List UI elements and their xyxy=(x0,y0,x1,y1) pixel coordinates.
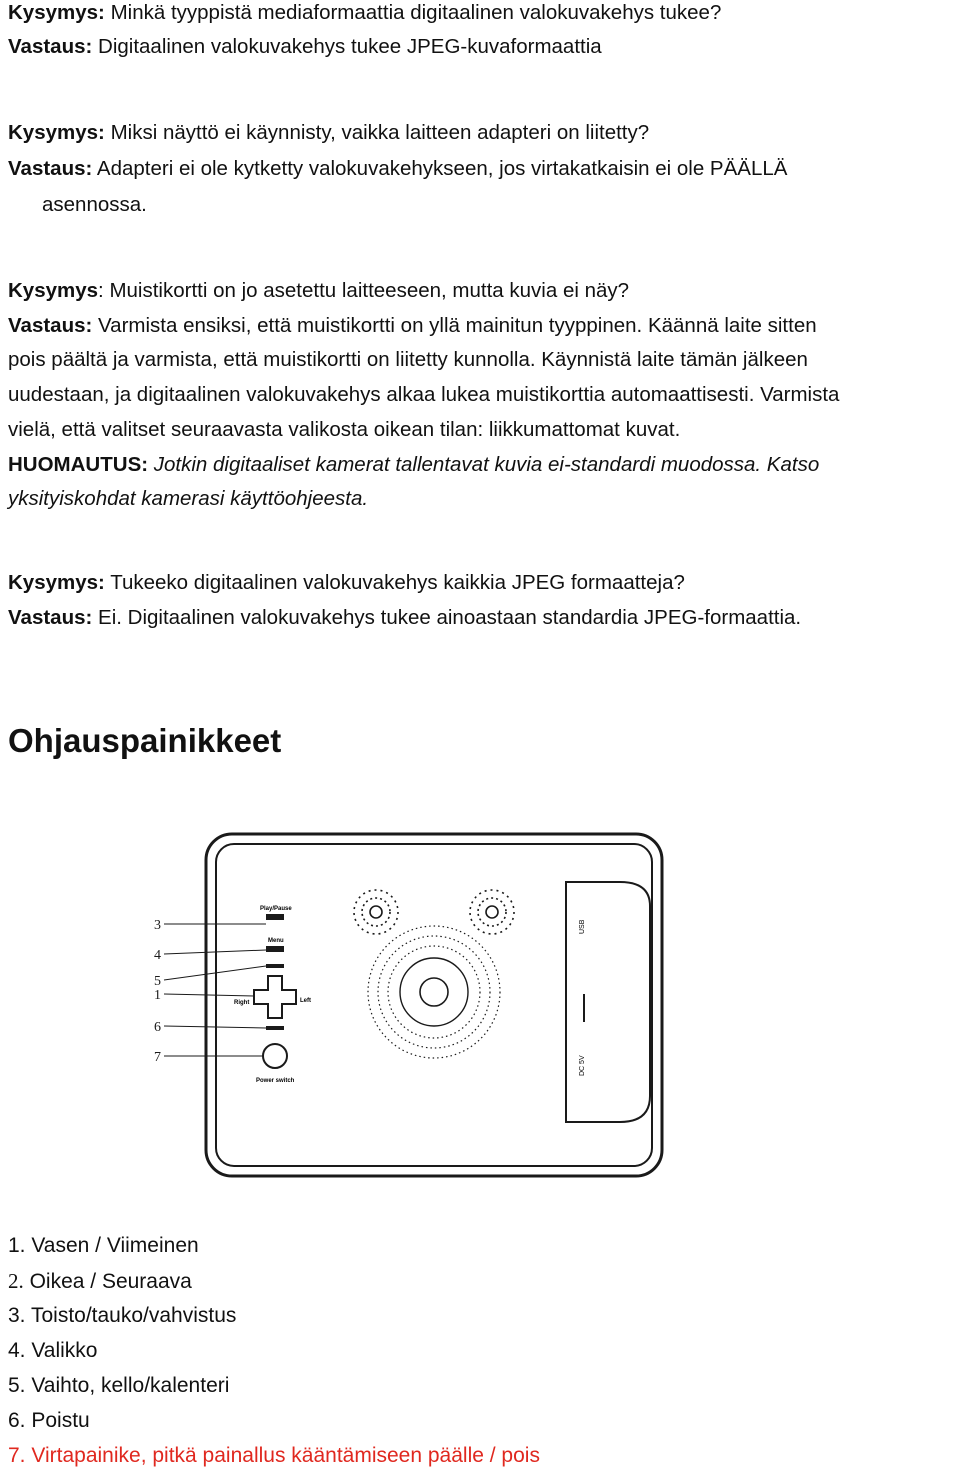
faq-3-note xyxy=(8,448,960,482)
callout-5: 5 xyxy=(154,974,161,989)
control-number: 1. xyxy=(8,1234,26,1257)
section-title: Ohjauspainikkeet xyxy=(8,722,282,759)
question-label: Kysymys xyxy=(8,279,99,302)
faq-3-answer-line: uudestaan, ja digitaalinen valokuvakehys alkaa lukea muistikorttia automaattisesti. Varmista xyxy=(8,383,840,406)
question-text: Minkä tyyppistä mediaformaattia digitaalinen valokuvakehys tukee? xyxy=(104,1,722,24)
control-text: Vaihto, kello/kalenteri xyxy=(25,1374,230,1397)
control-text: Oikea / Seuraava xyxy=(23,1270,192,1293)
callout-6: 6 xyxy=(154,1020,161,1035)
faq-4-answer xyxy=(8,601,960,635)
control-text: Poistu xyxy=(25,1409,90,1432)
faq-1-question xyxy=(8,0,960,30)
control-item-6 xyxy=(8,1405,90,1437)
control-number: 7. xyxy=(8,1444,26,1467)
question-text: : Muistikortti on jo asetettu laitteeseen, mutta kuvia ei näy? xyxy=(98,279,630,302)
usb-label: USB xyxy=(579,919,586,934)
control-text: Virtapainike, pitkä painallus kääntämiseen päälle / pois xyxy=(25,1444,540,1467)
answer-label: Vastaus: xyxy=(8,157,93,180)
callout-1: 1 xyxy=(154,988,161,1003)
speaker-left-icon xyxy=(354,890,398,934)
control-number: 6. xyxy=(8,1409,26,1432)
question-label: Kysymys: xyxy=(8,1,105,24)
question-text: Tukeeko digitaalinen valokuvakehys kaikkia JPEG formaatteja? xyxy=(104,571,685,594)
answer-label: Vastaus: xyxy=(8,314,93,337)
faq-3-answer-line: vielä, että valitset seuraavasta valikosta oikean tilan: liikkumattomat kuvat. xyxy=(8,418,681,441)
play-pause-button[interactable] xyxy=(266,914,284,920)
d-pad[interactable] xyxy=(254,976,296,1018)
answer-label: Vastaus: xyxy=(8,35,93,58)
control-item-1 xyxy=(8,1230,199,1262)
faq-2-answer-cont: asennossa. xyxy=(42,193,147,216)
answer-text: Adapteri ei ole kytketty valokuvakehykseen, jos virtakatkaisin ei ole PÄÄLLÄ xyxy=(92,157,788,180)
question-label: Kysymys: xyxy=(8,571,105,594)
callout-7: 7 xyxy=(154,1050,161,1065)
menu-button[interactable] xyxy=(266,946,284,952)
control-number: 3. xyxy=(8,1304,26,1327)
control-item-5 xyxy=(8,1370,229,1402)
control-text: Vasen / Viimeinen xyxy=(25,1234,199,1257)
dc-label: DC 5V xyxy=(579,1055,586,1076)
control-number: 2. xyxy=(8,1269,24,1293)
control-text: Valikko xyxy=(25,1339,98,1362)
answer-text: Ei. Digitaalinen valokuvakehys tukee ainoastaan standardia JPEG-formaattia. xyxy=(92,606,802,629)
play-pause-label: Play/Pause xyxy=(260,906,292,912)
control-text: Toisto/tauko/vahvistus xyxy=(25,1304,237,1327)
callout-3: 3 xyxy=(154,918,161,933)
control-item-4 xyxy=(8,1335,98,1367)
right-label: Right xyxy=(234,1000,250,1006)
left-label: Left xyxy=(300,998,311,1004)
mode-button[interactable] xyxy=(266,964,284,968)
answer-label: Vastaus: xyxy=(8,606,93,629)
callout-4: 4 xyxy=(154,948,161,963)
control-number: 4. xyxy=(8,1339,26,1362)
exit-button[interactable] xyxy=(266,1026,284,1030)
faq-4-question xyxy=(8,566,960,600)
question-text: Miksi näyttö ei käynnisty, vaikka laitteen adapteri on liitetty? xyxy=(104,121,650,144)
control-item-3 xyxy=(8,1300,236,1332)
faq-2-answer xyxy=(8,152,960,186)
answer-text: Digitaalinen valokuvakehys tukee JPEG-kuvaformaattia xyxy=(92,35,602,58)
question-label: Kysymys: xyxy=(8,121,105,144)
power-switch-label: Power switch xyxy=(256,1078,295,1084)
faq-3-answer-line: pois päältä ja varmista, että muistikortti on liitetty kunnolla. Käynnistä laite tämän jälkeen xyxy=(8,348,808,371)
side-panel xyxy=(566,882,650,1122)
answer-text: Varmista ensiksi, että muistikortti on yllä mainitun tyyppinen. Käännä laite sitten xyxy=(92,314,817,337)
speaker-right-icon xyxy=(470,890,514,934)
control-item-2 xyxy=(8,1265,192,1298)
faq-2-question xyxy=(8,116,960,150)
faq-3-answer xyxy=(8,309,960,343)
power-button[interactable] xyxy=(263,1044,287,1068)
faq-3-question xyxy=(8,274,960,308)
control-item-7 xyxy=(8,1440,540,1472)
frame-outer xyxy=(206,834,662,1176)
control-number: 5. xyxy=(8,1374,26,1397)
photo-frame-diagram xyxy=(150,826,670,1182)
note-text: Jotkin digitaaliset kamerat tallentavat kuvia ei-standardi muodossa. Katso xyxy=(148,453,820,476)
menu-label: Menu xyxy=(268,938,284,944)
stand-mount-icon xyxy=(368,926,500,1058)
faq-1-answer xyxy=(8,30,960,64)
faq-3-note-cont: yksityiskohdat kamerasi käyttöohjeesta. xyxy=(8,487,369,510)
callouts xyxy=(154,918,161,1065)
note-label: HUOMAUTUS: xyxy=(8,453,149,476)
